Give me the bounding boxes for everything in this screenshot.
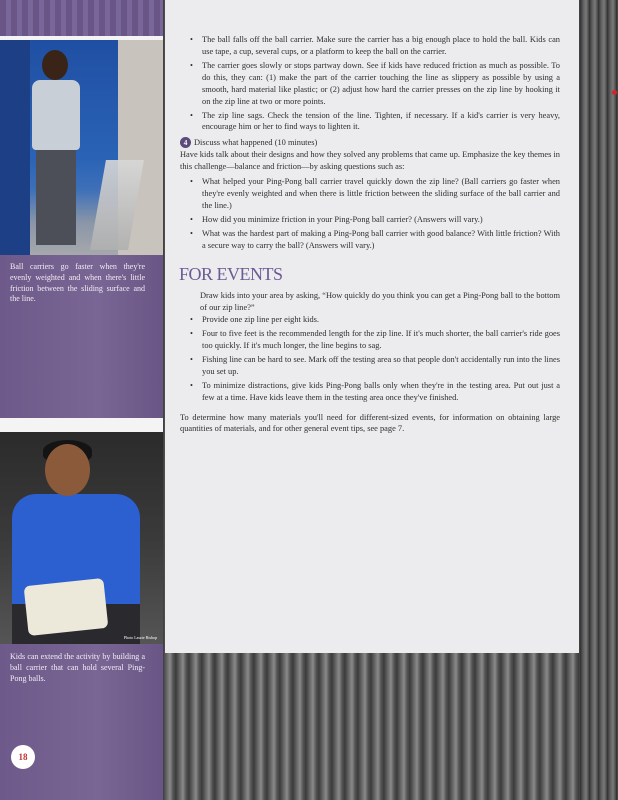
photo-girl-body	[32, 80, 80, 150]
list-item: • The carrier goes slowly or stops partway down. See if kids have reduced friction as much as possible. To do this, they can: (1) make the part of the carrier touching the line as slippery as possible by using a smooth, hard material like plastic; or (2) adjust how hard the carrier presses on the zip line by hooking it on the zip line at two or more points.	[200, 60, 560, 108]
list-item: • The zip line sags. Check the tension of the line. Tighten, if necessary. If a kid's carrier is very heavy, encourage him or her to find ways to lighten it.	[200, 110, 560, 134]
section-title-events: FOR EVENTS	[179, 263, 283, 284]
sidebar-caption-2: Kids can extend the activity by building a ball carrier that can hold several Ping-Pong balls.	[10, 652, 145, 683]
main-content	[180, 34, 560, 435]
metal-edge	[580, 0, 618, 800]
events-footer: To determine how many materials you'll need for different-sized events, for information on obtaining large quantities of materials, and for other general event tips, see page 7.	[180, 412, 560, 434]
step-title: Discuss what happened (10 minutes)	[194, 138, 318, 148]
step-number-badge: 4	[180, 137, 191, 148]
sidebar-caption-1: Ball carriers go faster when they're evenly weighted and when there's little friction between the sliding surface and the line.	[10, 262, 145, 304]
discussion-questions	[180, 176, 560, 252]
list-item: • Provide one zip line per eight kids.	[200, 314, 560, 326]
photo-door	[0, 40, 30, 255]
divider	[0, 418, 163, 432]
events-intro: Draw kids into your area by asking, “How quickly do you think you can get a Ping-Pong ball to the bottom of our zip line?”	[200, 291, 560, 313]
main-text-panel	[165, 0, 579, 653]
step-intro: Have kids talk about their designs and how they solved any problems that came up. Emphasize the key themes in this challenge—balance and friction—by asking questions such as:	[180, 150, 560, 172]
sidebar-top-strip	[0, 0, 163, 36]
red-marker	[612, 90, 617, 95]
page-number: 18	[11, 745, 35, 769]
photo-ping-pong-tray	[24, 578, 109, 636]
photo-boy-building-carrier	[0, 432, 163, 644]
troubleshooting-list	[180, 34, 560, 133]
events-list	[180, 314, 560, 403]
photo-girl-legs	[36, 150, 76, 245]
list-item: • Four to five feet is the recommended length for the zip line. If it's much shorter, the ball carrier's ride goes too quickly. If it's much longer, the line begins to sag.	[200, 328, 560, 352]
photo-girl-head	[42, 50, 68, 80]
list-item: • What helped your Ping-Pong ball carrier travel quickly down the zip line? (Ball carriers go faster when they're evenly weighted and when there is little friction between the sliding surface of the ball carrier and the line.)	[200, 176, 560, 212]
list-item: • To minimize distractions, give kids Ping-Pong balls only when they're in the testing area. Put out just a few at a time. Have kids leave them in the testing area once they've finished.	[200, 380, 560, 404]
step-heading	[180, 137, 560, 149]
photo-credit: Photo Laurie Bishop	[123, 635, 157, 640]
list-item: • The ball falls off the ball carrier. Make sure the carrier has a big enough place to hold the ball. Kids can use tape, a cup, several cups, or a platform to keep the ball on the carrier.	[200, 34, 560, 58]
list-item: • Fishing line can be hard to see. Mark off the testing area so that people don't accidentally run into the lines you set up.	[200, 354, 560, 378]
left-sidebar	[0, 0, 163, 800]
photo-girl-testing-carrier	[0, 40, 163, 255]
photo-boy-head	[45, 444, 90, 496]
list-item: • What was the hardest part of making a Ping-Pong ball carrier with good balance? With little friction? With a secure way to carry the ball? (Answers will vary.)	[200, 228, 560, 252]
list-item: • How did you minimize friction in your Ping-Pong ball carrier? (Answers will vary.)	[200, 214, 560, 226]
